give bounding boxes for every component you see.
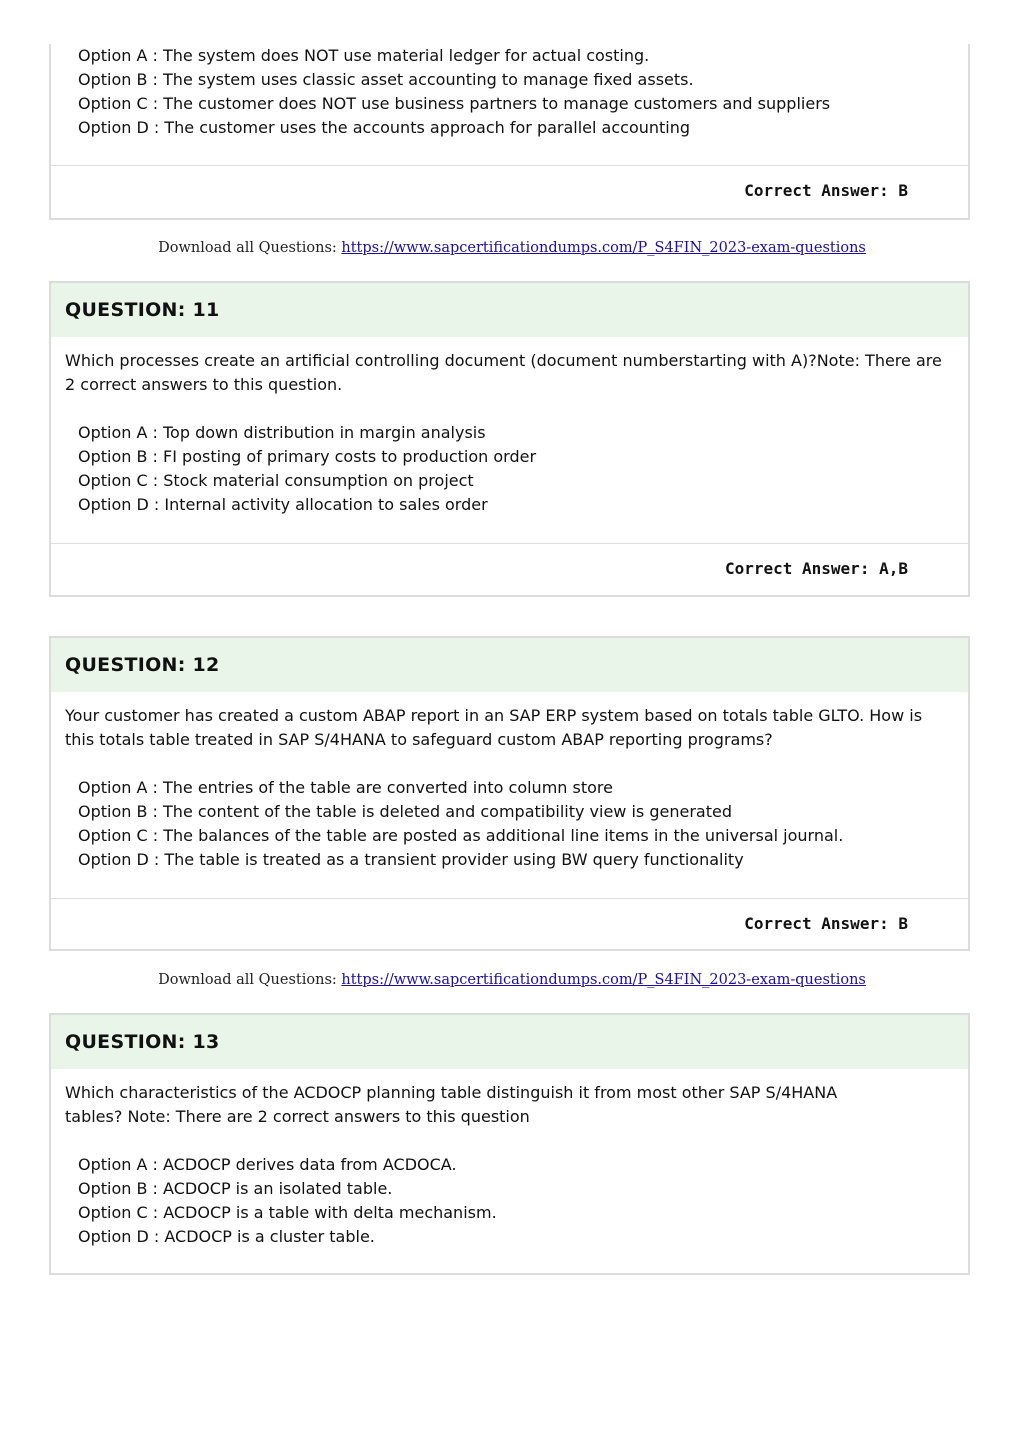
option-d: Option D : Internal activity allocation to sales order [78, 495, 488, 514]
question-card-11 [49, 281, 970, 597]
question-title: QUESTION: 11 [51, 283, 968, 337]
option-list [65, 776, 954, 872]
option-a: Option A : The entries of the table are converted into column store [78, 778, 613, 797]
question-text: Which processes create an artificial controlling document (document numberstarting with A)?Note: There are 2 correct answers to this question. [65, 351, 942, 394]
question-card-10-partial [49, 44, 970, 220]
correct-answer-label: Correct Answer: [744, 181, 889, 200]
option-list [65, 44, 954, 140]
option-c: Option C : ACDOCP is a table with delta mechanism. [78, 1203, 497, 1222]
question-title: QUESTION: 13 [51, 1015, 968, 1069]
option-b: Option B : The content of the table is deleted and compatibility view is generated [78, 802, 732, 821]
correct-answer-label: Correct Answer: [724, 559, 870, 578]
download-link[interactable]: https://www.sapcertificationdumps.com/P_S4FIN_2023-exam-questions [341, 972, 866, 988]
correct-answer-value: B [898, 914, 908, 933]
option-d: Option D : The table is treated as a transient provider using BW query functionality [78, 850, 744, 869]
option-b: Option B : The system uses classic asset accounting to manage fixed assets. [78, 70, 694, 89]
question-title: QUESTION: 12 [51, 638, 968, 692]
option-c: Option C : Stock material consumption on project [78, 471, 474, 490]
correct-answer-value: A,B [879, 559, 908, 578]
correct-answer-label: Correct Answer: [744, 914, 889, 933]
option-a: Option A : ACDOCP derives data from ACDOCA. [78, 1155, 457, 1174]
option-list [65, 421, 954, 517]
question-card-12 [49, 636, 970, 951]
download-link[interactable]: https://www.sapcertificationdumps.com/P_S4FIN_2023-exam-questions [341, 240, 866, 256]
correct-answer-row [51, 543, 968, 593]
option-a: Option A : The system does NOT use material ledger for actual costing. [78, 46, 650, 65]
download-line [0, 240, 1024, 256]
option-list [65, 1153, 954, 1249]
correct-answer-row [51, 165, 968, 215]
option-a: Option A : Top down distribution in margin analysis [78, 423, 486, 442]
correct-answer-row [51, 898, 968, 948]
question-card-13 [49, 1013, 970, 1275]
option-d: Option D : ACDOCP is a cluster table. [78, 1227, 375, 1246]
download-line [0, 972, 1024, 988]
question-text: Your customer has created a custom ABAP report in an SAP ERP system based on totals table GLTO. How is this totals table treated in SAP S/4HANA to safeguard custom ABAP reporting programs? [65, 706, 923, 749]
question-text: Which characteristics of the ACDOCP planning table distinguish it from most other SAP S/4HANA tables? Note: There are 2 correct answers to this question [65, 1083, 838, 1126]
download-label: Download all Questions: [158, 972, 337, 988]
download-label: Download all Questions: [158, 240, 337, 256]
option-b: Option B : FI posting of primary costs to production order [78, 447, 537, 466]
option-d: Option D : The customer uses the accounts approach for parallel accounting [78, 118, 691, 137]
option-c: Option C : The customer does NOT use business partners to manage customers and suppliers [78, 94, 831, 113]
option-b: Option B : ACDOCP is an isolated table. [78, 1179, 393, 1198]
correct-answer-value: B [898, 181, 908, 200]
option-c: Option C : The balances of the table are posted as additional line items in the universal journal. [78, 826, 844, 845]
